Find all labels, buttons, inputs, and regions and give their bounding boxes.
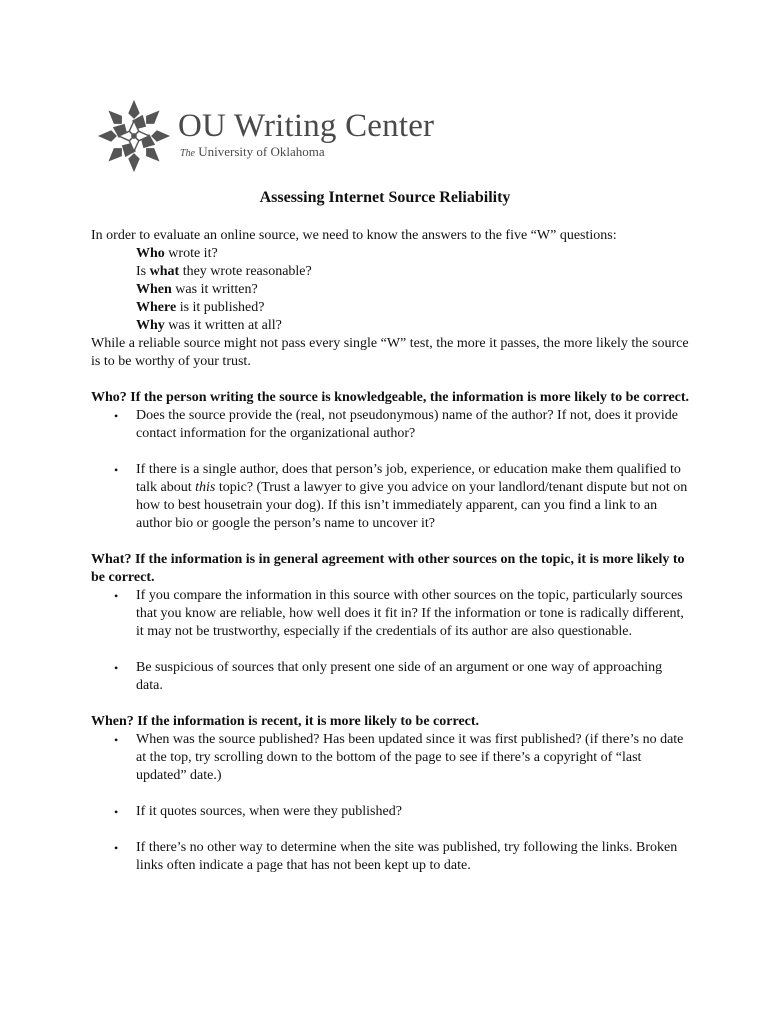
intro-closing: While a reliable source might not pass every single “W” test, the more it passes, the more likely the source is to be worthy of your trust. [91, 336, 689, 369]
logo-name: OU Writing Center [178, 108, 435, 144]
list-item: • Be suspicious of sources that only present one side of an argument or one way of approaching data. [114, 660, 663, 693]
w-question-where: Where is it published? [136, 300, 265, 315]
logo-subtitle [180, 145, 434, 161]
list-item: • If there’s no other way to determine when the site was published, try following the links. Broken links often indicate a page that has not been kept up to date. [114, 840, 678, 873]
w-question-when: When was it written? [136, 282, 258, 297]
w-question-what: Is what they wrote reasonable? [136, 264, 312, 279]
bullet-icon: • [114, 463, 119, 477]
bullet-icon: • [114, 409, 119, 423]
bullet-icon: • [114, 661, 119, 675]
w-question-why: Why was it written at all? [136, 318, 282, 333]
bullet-icon: • [114, 589, 119, 603]
page-title: Assessing Internet Source Reliability [259, 189, 511, 206]
list-item: • Does the source provide the (real, not pseudonymous) name of the author? If not, does it provide contact information for the organizational author? [114, 408, 678, 441]
ou-writing-center-logo [96, 98, 434, 174]
bullet-icon: • [114, 841, 119, 855]
list-item: • If there is a single author, does that person’s job, experience, or education make them qualified to talk about this topic? (Trust a lawyer to give you advice on your landlord/tenant dispute but not on how to best housetrain your dog). If this isn’t immediately apparent, can you find a link to an author bio or google the person’s name to uncover it? [114, 462, 688, 531]
who-bullet-list [91, 407, 691, 533]
section-heading-who: Who? If the person writing the source is knowledgeable, the information is more likely to be correct. [91, 390, 690, 405]
flower-emblem-icon [96, 98, 172, 174]
logo-subtitle-the: The [180, 148, 195, 159]
bullet-icon: • [114, 805, 119, 819]
w-question-who: Who wrote it? [136, 246, 218, 261]
intro-lead: In order to evaluate an online source, we need to know the answers to the five “W” questions: [91, 228, 617, 243]
section-heading-when: When? If the information is recent, it is more likely to be correct. [91, 714, 480, 729]
bullet-icon: • [114, 733, 119, 747]
list-item: • If it quotes sources, when were they published? [114, 804, 402, 819]
logo-subtitle-rest: University of Oklahoma [198, 144, 325, 159]
document-body [91, 227, 691, 875]
what-bullet-list [91, 587, 691, 695]
list-item: • If you compare the information in this source with other sources on the topic, particularly sources that you know are reliable, how well does it fit in? If the information or tone is radically different, it may not be trustworthy, especially if the credentials of its author are also questionable. [114, 588, 684, 639]
section-heading-what: What? If the information is in general agreement with other sources on the topic, it is more likely to be correct. [91, 552, 685, 585]
when-bullet-list [91, 731, 691, 875]
w-questions-list [91, 245, 691, 335]
list-item: • When was the source published? Has been updated since it was first published? (if there’s no date at the top, try scrolling down to the bottom of the page to see if there’s a copyright of “last updated” date.) [114, 732, 684, 783]
